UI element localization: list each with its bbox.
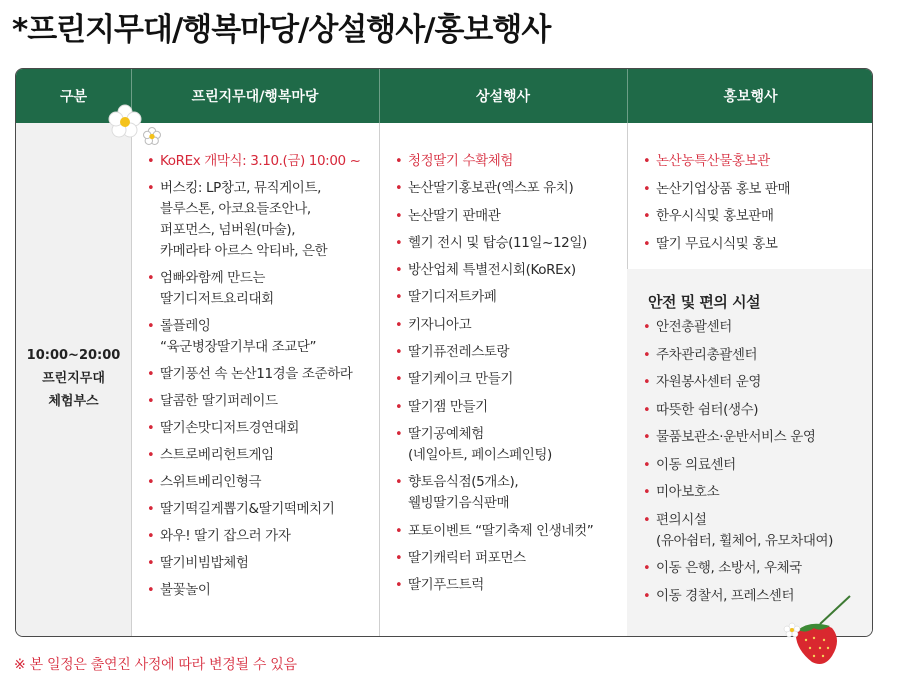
event-table xyxy=(15,68,873,637)
table-header xyxy=(16,69,873,123)
list-item: • 방산업체 특별전시회(KoREx) xyxy=(393,260,593,281)
list-item: • KoREx 개막식: 3.10.(금) 10:00 ~ xyxy=(145,151,361,172)
list-item: • 논산딸기홍보관(엑스포 유치) xyxy=(393,178,593,199)
list-item: • 청정딸기 수확체험 xyxy=(393,151,593,172)
list-item: • 한우시식및 홍보판매 xyxy=(641,206,790,227)
list-item: • 달콤한 딸기퍼레이드 xyxy=(145,391,361,412)
list-item: • 이동 은행, 소방서, 우체국 xyxy=(641,558,833,579)
list-item: • 딸기손맛디저트경연대회 xyxy=(145,418,361,439)
list-item: • 딸기케이크 만들기 xyxy=(393,369,593,390)
list-item: • 딸기 무료시식및 홍보 xyxy=(641,234,790,255)
header-promotion-events: 홍보행사 xyxy=(723,89,778,105)
list-item: • 편의시설 (유아쉼터, 휠체어, 유모차대여) xyxy=(641,510,833,552)
list-item: • 포토이벤트 “딸기축제 인생네컷” xyxy=(393,521,593,542)
list-item: • 논산딸기 판매관 xyxy=(393,206,593,227)
header-category: 구분 xyxy=(59,89,88,105)
promotion-events-list xyxy=(641,151,790,261)
flower-icon xyxy=(108,104,142,138)
header-permanent-events: 상설행사 xyxy=(475,89,531,105)
list-item: • 딸기캐릭터 퍼포먼스 xyxy=(393,548,593,569)
list-item: • 딸기떡길게뽑기&딸기떡메치기 xyxy=(145,499,361,520)
list-item: • 따뜻한 쉼터(생수) xyxy=(641,400,833,421)
booth-label: 체험부스 xyxy=(48,394,99,409)
list-item: • 자원봉사센터 운영 xyxy=(641,372,833,393)
list-item: • 스트로베리헌트게임 xyxy=(145,445,361,466)
stage-label: 프린지무대 xyxy=(42,371,105,386)
strawberry-icon xyxy=(780,590,860,670)
fringe-stage-list xyxy=(145,151,361,607)
list-item: • 딸기공예체험 (네일아트, 페이스페인팅) xyxy=(393,424,593,466)
small-flower-icon xyxy=(143,127,161,145)
schedule-notice: ※ 본 일정은 출연진 사정에 따라 변경될 수 있음 xyxy=(14,657,297,673)
list-item: • 헬기 전시 및 탑승(11일~12일) xyxy=(393,233,593,254)
list-item: • 딸기푸드트럭 xyxy=(393,575,593,596)
list-item: • 딸기퓨전레스토랑 xyxy=(393,342,593,363)
permanent-events-list xyxy=(393,151,593,602)
category-cell xyxy=(16,344,131,413)
time-label: 10:00~20:00 xyxy=(26,348,121,363)
list-item: • 물품보관소·운반서비스 운영 xyxy=(641,427,833,448)
safety-heading: 안전 및 편의 시설 xyxy=(648,293,761,311)
list-item: • 불꽃놀이 xyxy=(145,580,361,601)
list-item: • 키자니아고 xyxy=(393,315,593,336)
list-item: • 안전총괄센터 xyxy=(641,317,833,338)
list-item: • 딸기잼 만들기 xyxy=(393,397,593,418)
list-item: • 스위트베리인형극 xyxy=(145,472,361,493)
list-item: • 논산기업상품 홍보 판매 xyxy=(641,179,790,200)
list-item: • 미아보호소 xyxy=(641,482,833,503)
list-item: • 이동 의료센터 xyxy=(641,455,833,476)
list-item: • 딸기디저트카페 xyxy=(393,287,593,308)
header-fringe-stage: 프린지무대/행복마당 xyxy=(191,89,319,105)
list-item: • 주차관리총괄센터 xyxy=(641,345,833,366)
list-item: • 엄빠와함께 만드는 딸기디저트요리대회 xyxy=(145,268,361,310)
list-item: • 버스킹: LP창고, 뮤직게이트, 블루스톤, 아코요들조안나, 퍼포먼스, 넘버원(마술), 카메라타 아르스 악티바, 은한 xyxy=(145,178,361,262)
list-item: • 향토음식점(5개소), 웰빙딸기음식판매 xyxy=(393,472,593,514)
list-item: • 롤플레잉 “육군병장딸기부대 조교단” xyxy=(145,316,361,358)
list-item: • 와우! 딸기 잡으러 가자 xyxy=(145,526,361,547)
list-item: • 딸기풍선 속 논산11경을 조준하라 xyxy=(145,364,361,385)
list-item: • 딸기비빔밥체험 xyxy=(145,553,361,574)
list-item: • 이동 경찰서, 프레스센터 xyxy=(641,586,833,607)
safety-facilities-list xyxy=(641,317,833,613)
page-title: *프린지무대/행복마당/상설행사/홍보행사 xyxy=(12,12,551,48)
list-item: • 논산농특산물홍보관 xyxy=(641,151,790,172)
